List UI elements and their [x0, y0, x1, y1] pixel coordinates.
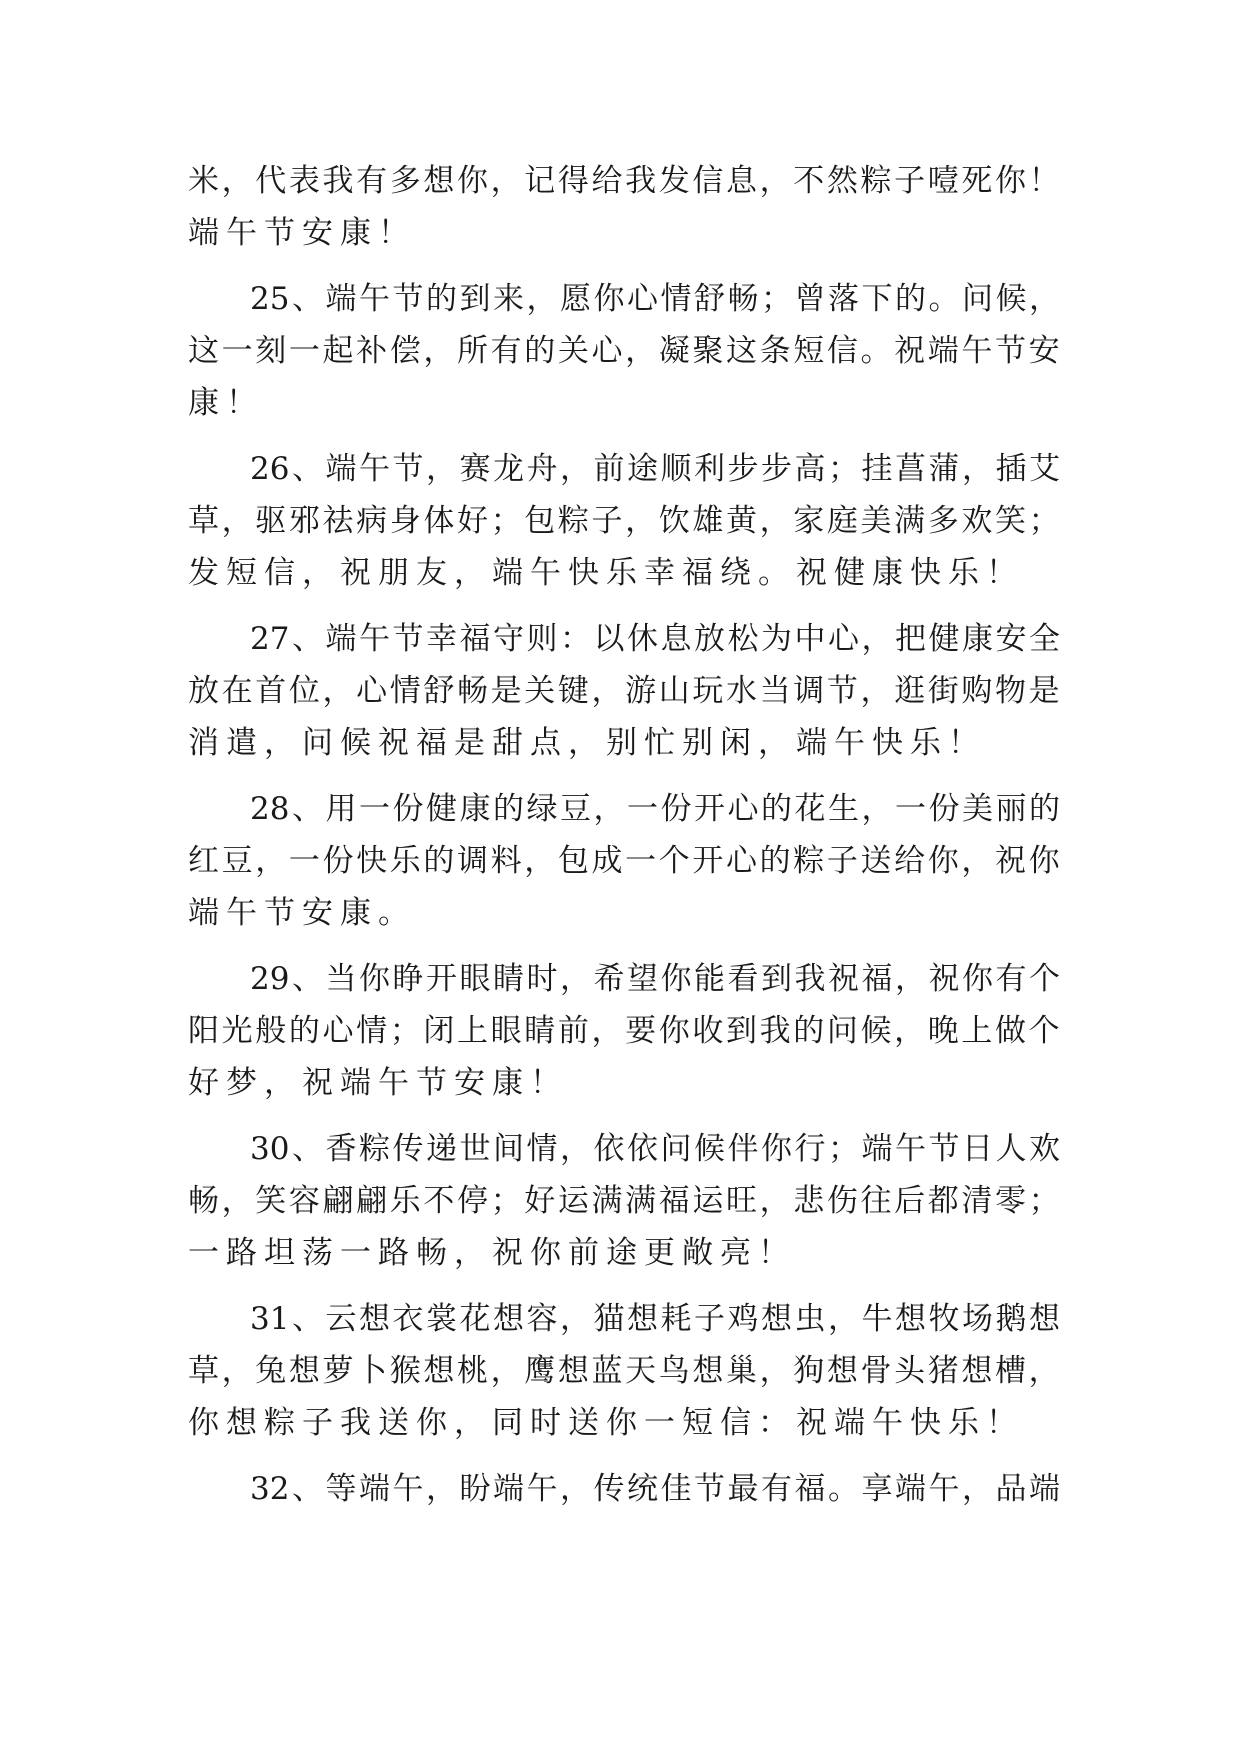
text-line: 26 、 端 午 节 ， 赛 龙 舟 ， 前 途 顺 利 步 步 高 ； 挂 菖 蒲 ， 插 艾: [250, 451, 1060, 487]
text-line: 31 、 云 想 衣 裳 花 想 容 ， 猫 想 耗 子 鸡 想 虫 ， 牛 想 牧 场 鹅 想: [250, 1301, 1060, 1337]
paragraph-p-26: [188, 443, 1060, 599]
text-line: 阳 光 般 的 心 情 ； 闭 上 眼 睛 前 ， 要 你 收 到 我 的 问 候 ， 晚 上 做 个: [188, 1013, 1060, 1049]
text-line: 25 、 端 午 节 的 到 来 ， 愿 你 心 情 舒 畅 ； 曾 落 下 的 。 问 候 ，: [250, 281, 1060, 317]
text-line: 红 豆 ， 一 份 快 乐 的 调 料 ， 包 成 一 个 开 心 的 粽 子 送 给 你 ， 祝 你: [188, 843, 1060, 879]
text-line: 畅 ， 笑 容 翩 翩 乐 不 停 ； 好 运 满 满 福 运 旺 ， 悲 伤 往 后 都 清 零 ；: [188, 1183, 1060, 1219]
paragraph-p-25: [188, 273, 1060, 429]
text-line: 32 、 等 端 午 ， 盼 端 午 ， 传 统 佳 节 最 有 福 。 享 端 午 ， 品 端: [250, 1471, 1060, 1507]
text-line: 放 在 首 位 ， 心 情 舒 畅 是 关 键 ， 游 山 玩 水 当 调 节 ， 逛 街 购 物 是: [188, 673, 1060, 709]
paragraph-p-31: [188, 1293, 1060, 1449]
text-line: 康 ！: [188, 385, 257, 421]
paragraph-p-29: [188, 953, 1060, 1109]
text-line: 你 想 粽 子 我 送 你 ， 同 时 送 你 一 短 信 ： 祝 端 午 快 乐 ！: [188, 1405, 1017, 1441]
document-body: [188, 155, 1060, 1515]
text-line: 米 ， 代 表 我 有 多 想 你 ， 记 得 给 我 发 信 息 ， 不 然 粽 子 噎 死 你 ！: [188, 163, 1060, 199]
text-line: 这 一 刻 一 起 补 偿 ， 所 有 的 关 心 ， 凝 聚 这 条 短 信 。 祝 端 午 节 安: [188, 333, 1060, 369]
text-line: 草 ， 兔 想 萝 卜 猴 想 桃 ， 鹰 想 蓝 天 鸟 想 巢 ， 狗 想 骨 头 猪 想 槽 ，: [188, 1353, 1060, 1389]
text-line: 消 遣 ， 问 候 祝 福 是 甜 点 ， 别 忙 别 闲 ， 端 午 快 乐 ！: [188, 725, 979, 761]
text-line: 草 ， 驱 邪 祛 病 身 体 好 ； 包 粽 子 ， 饮 雄 黄 ， 家 庭 美 满 多 欢 笑 ；: [188, 503, 1060, 539]
text-line: 端 午 节 安 康 。: [188, 895, 409, 931]
paragraph-p-27: [188, 613, 1060, 769]
text-line: 一 路 坦 荡 一 路 畅 ， 祝 你 前 途 更 敞 亮 ！: [188, 1235, 789, 1271]
paragraph-p-28: [188, 783, 1060, 939]
text-line: 27 、 端 午 节 幸 福 守 则 ： 以 休 息 放 松 为 中 心 ， 把 健 康 安 全: [250, 621, 1060, 657]
text-line: 发 短 信 ， 祝 朋 友 ， 端 午 快 乐 幸 福 绕 。 祝 健 康 快 乐 ！: [188, 555, 1017, 591]
text-line: 端 午 节 安 康 ！: [188, 215, 409, 251]
text-line: 好 梦 ， 祝 端 午 节 安 康 ！: [188, 1065, 561, 1101]
paragraph-p-30: [188, 1123, 1060, 1279]
paragraph-p-32: [188, 1463, 1060, 1515]
text-line: 30 、 香 粽 传 递 世 间 情 ， 依 依 问 候 伴 你 行 ； 端 午 节 日 人 欢: [250, 1131, 1060, 1167]
text-line: 29 、 当 你 睁 开 眼 睛 时 ， 希 望 你 能 看 到 我 祝 福 ， 祝 你 有 个: [250, 961, 1060, 997]
paragraph-p-24-tail: [188, 155, 1060, 259]
text-line: 28 、 用 一 份 健 康 的 绿 豆 ， 一 份 开 心 的 花 生 ， 一 份 美 丽 的: [250, 791, 1060, 827]
